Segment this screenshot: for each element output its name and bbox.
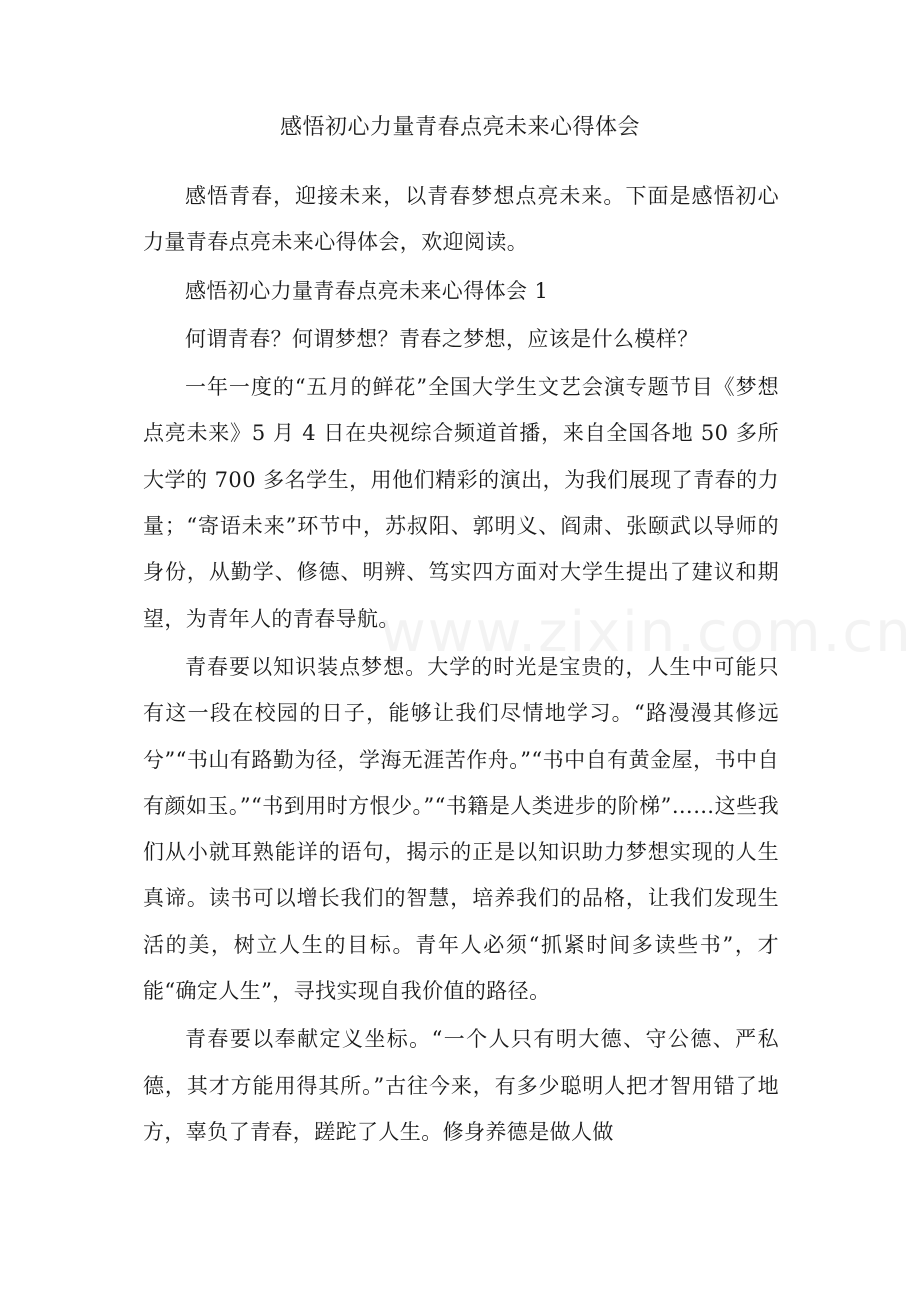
body-paragraph: 青春要以奉献定义坐标。“一个人只有明大德、守公德、严私德，其才方能用得其所。”古往今来，有多少聪明人把才智用错了地方，辜负了青春，蹉跎了人生。修身养德是做人做 — [143, 1027, 779, 1144]
document-body — [143, 173, 779, 1157]
body-paragraph: 青春要以知识装点梦想。大学的时光是宝贵的，人生中可能只有这一段在校园的日子，能够让我们尽情地学习。“路漫漫其修远兮”“书山有路勤为径，学海无涯苦作舟。”“书中自有黄金屋，书中自有颜如玉。”“书到用时方恨少。”“书籍是人类进步的阶梯”……这些我们从小就耳熟能详的语句，揭示的正是以知识助力梦想实现的人生真谛。读书可以增长我们的智慧，培养我们的品格，让我们发现生活的美，树立人生的目标。青年人必须“抓紧时间多读些书”，才能“确定人生”，寻找实现自我价值的路径。 — [143, 654, 779, 1004]
watermark: www.zixin.com.cn — [380, 600, 913, 665]
question-paragraph: 何谓青春？何谓梦想？青春之梦想，应该是什么模样？ — [185, 326, 699, 351]
section-heading: 感悟初心力量青春点亮未来心得体会 1 — [185, 278, 549, 303]
body-paragraph: 一年一度的“五月的鲜花”全国大学生文艺会演专题节目《梦想点亮未来》5 月 4 日在央视综合频道首播，来自全国各地 50 多所大学的 700 多名学生，用他们精彩的演出，为我们展现了青春的力量；“寄语未来”环节中，苏叔阳、郭明义、阎肃、张颐武以导师的身份，从勤学、修德、明辨、笃实四方面对大学生提出了建议和期望，为青年人的青春导航。 — [143, 375, 779, 631]
document-title: 感悟初心力量青春点亮未来心得体会 — [279, 115, 640, 140]
intro-paragraph: 感悟青春，迎接未来，以青春梦想点亮未来。下面是感悟初心力量青春点亮未来心得体会，欢迎阅读。 — [143, 184, 779, 255]
